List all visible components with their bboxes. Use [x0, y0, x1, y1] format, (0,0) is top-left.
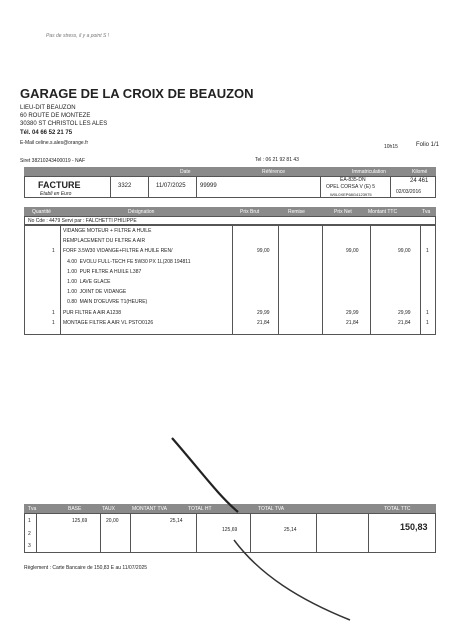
- line-qty: 1: [52, 248, 55, 255]
- invoice-date: 11/07/2025: [156, 183, 186, 189]
- line-designation: PUR FILTRE A AIR A1238: [63, 309, 121, 316]
- line-designation: REMPLACEMENT DU FILTRE A AIR: [63, 238, 146, 245]
- header-reference-label: Référence: [262, 169, 286, 175]
- vehicle-vin: W0L0XEP68G4123975: [330, 192, 372, 197]
- line-price: 29,99: [257, 309, 270, 316]
- line-designation: FORF 3.5W30 VIDANGE+FILTRE A HUILE REN/: [63, 248, 173, 255]
- totals-rate-label: TAUX: [102, 506, 115, 512]
- totals-row-code: 3: [28, 543, 31, 549]
- line-net: 29,99: [346, 309, 359, 316]
- company-name: GARAGE DE LA CROIX DE BEAUZON: [20, 86, 254, 101]
- col-discount: Remise: [288, 209, 305, 215]
- siret: Siret 38210243400019 - NAF: [20, 158, 86, 164]
- vehicle-plate: EA-835-DN: [340, 177, 366, 183]
- company-email: E-Mail celine.s.ales@orange.fr: [20, 140, 89, 146]
- vehicle-km: 24 461: [410, 178, 429, 184]
- line-total: 29,99: [398, 309, 411, 316]
- line-designation: VIDANGE MOTEUR + FILTRE A HUILE: [63, 228, 152, 234]
- totals-total-vat-label: TOTAL TVA: [258, 506, 285, 512]
- company-address-2: 60 ROUTE DE MONTEZE: [20, 113, 91, 119]
- line-net: 21,84: [346, 319, 359, 326]
- line-designation: 1.00 JOINT DE VIDANGE: [63, 289, 127, 296]
- totals-row-code: 2: [28, 531, 31, 537]
- line-qty: 1: [52, 319, 55, 326]
- payment-line: Règlement : Carte Bancaire de 150,83 E au 11/07/2025: [24, 565, 148, 571]
- totals-row-rate: 20,00: [106, 518, 119, 524]
- folio-label: Folio 1/1: [416, 142, 440, 148]
- totals-row-code: 1: [28, 518, 31, 524]
- time-label: 10h15: [384, 144, 398, 150]
- tel-secondary: Tel : 06 21 92 81 43: [255, 157, 299, 163]
- col-total: Montant TTC: [368, 209, 398, 215]
- line-tva: 1: [426, 248, 429, 255]
- header-km-label: Kilomé: [412, 169, 428, 175]
- line-designation: 1.00 PUR FILTRE A HUILE L387: [63, 268, 142, 275]
- total-ttc-value: 150,83: [400, 522, 428, 532]
- totals-base-label: BASE: [68, 506, 82, 512]
- line-total: 21,84: [398, 319, 411, 326]
- header-immat-label: Immatriculation: [352, 169, 386, 175]
- top-note: Pas de stress, il y a point S !: [46, 33, 110, 39]
- col-net-price: Prix Net: [334, 209, 352, 215]
- line-designation: MONTAGE FILTRE A AIR VL PSTO0126: [63, 319, 154, 326]
- totals-ht-label: TOTAL HT: [188, 506, 212, 512]
- company-address-1: LIEU-DIT BEAUZON: [20, 105, 76, 111]
- line-designation: 4.00 EVOLU FULL-TECH FE 5W30 PX 1L(208 194811: [63, 258, 191, 265]
- line-price: 99,00: [257, 248, 270, 255]
- invoice-number: 3322: [118, 183, 132, 189]
- order-line: No Cde : 4479 Servi par : FALCHETTI PHILIPPE: [28, 218, 137, 224]
- header-date-label: Date: [180, 169, 191, 175]
- first-registration-date: 02/03/2016: [396, 189, 422, 195]
- line-tva: 1: [426, 309, 429, 316]
- client-code: 99999: [200, 183, 217, 189]
- line-net: 99,00: [346, 248, 359, 255]
- vehicle-model: OPEL CORSA V (E) 5: [326, 184, 375, 190]
- totals-row-base: 125,69: [72, 518, 88, 524]
- line-designation: 0.80 MAIN D'OEUVRE T1(HEURE): [63, 299, 148, 306]
- totals-ttc-label: TOTAL TTC: [384, 506, 411, 512]
- document-type: FACTURE: [38, 180, 81, 190]
- totals-tva-label: Tva: [28, 506, 37, 512]
- company-address-3: 30380 ST CHRISTOL LES ALES: [20, 121, 108, 127]
- line-tva: 1: [426, 319, 429, 326]
- col-tva: Tva: [422, 209, 431, 215]
- line-qty: 1: [52, 309, 55, 316]
- col-qty: Quantité: [32, 209, 51, 215]
- totals-vat-amount-label: MONTANT TVA: [132, 506, 167, 512]
- totals-row-vat: 25,14: [170, 518, 183, 524]
- total-ht-value: 125,69: [222, 527, 238, 533]
- line-price: 21,84: [257, 319, 270, 326]
- total-tva-value: 25,14: [284, 527, 297, 533]
- line-total: 99,00: [398, 248, 411, 255]
- company-phone: Tél. 04 66 52 21 75: [20, 130, 73, 136]
- col-designation: Désignation: [128, 209, 155, 215]
- col-unit-price: Prix Brut: [240, 209, 260, 215]
- line-designation: 1.00 LAVE GLACE: [63, 279, 111, 285]
- document-subtitle: Etabli en Euro: [40, 191, 72, 197]
